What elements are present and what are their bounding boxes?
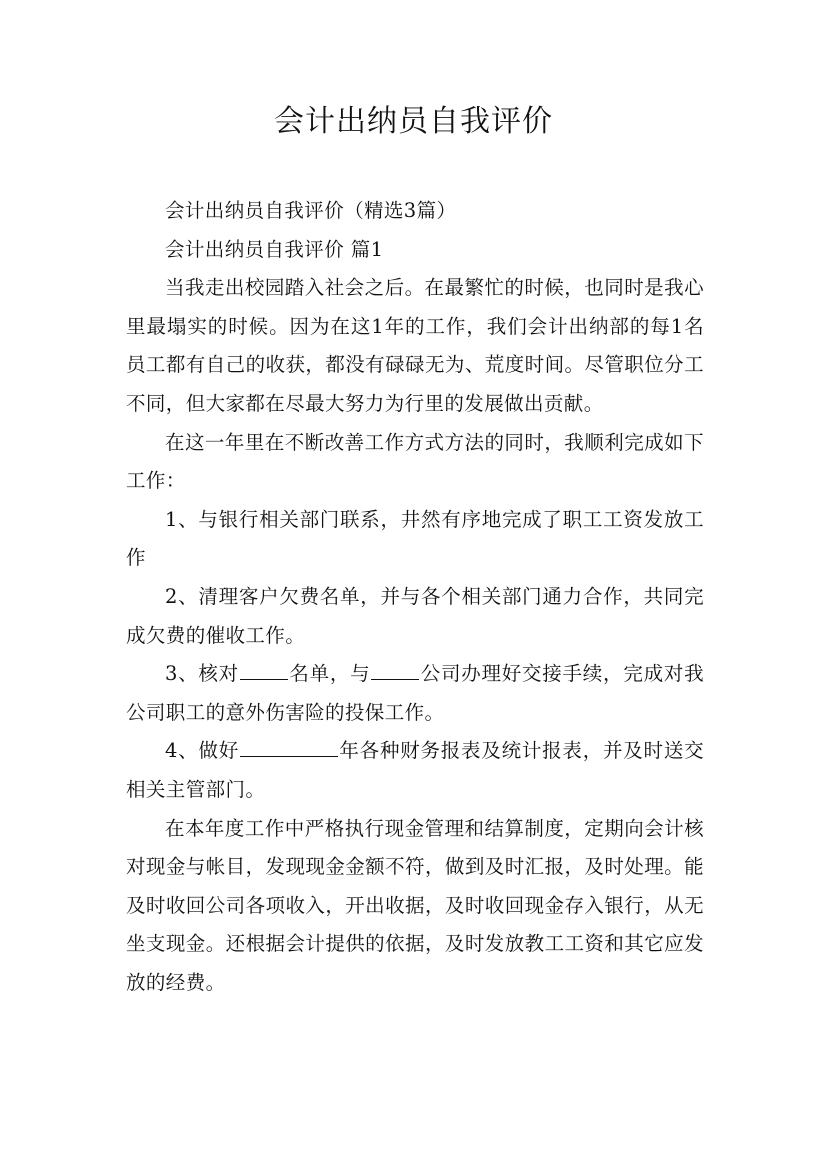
fill-blank-line: [371, 659, 419, 680]
document-title: 会计出纳员自我评价: [274, 104, 553, 139]
paragraph-cash-management: 在本年度工作中严格执行现金管理和结算制度，定期向会计核对现金与帐目，发现现金金额不符，做到及时汇报，及时处理。能及时收回公司各项收入，开出收据，及时收回现金存入银行，从无坐支现金。还根据会计提供的依据，及时发放教工工资和其它应发放的经费。: [126, 816, 704, 994]
list-item-3-part-a: 3、核对: [165, 662, 239, 686]
list-item-1: 1、与银行相关部门联系，井然有序地完成了职工工资发放工作: [126, 507, 704, 570]
list-item-2: 2、清理客户欠费名单，并与各个相关部门通力合作，共同完成欠费的催收工作。: [126, 584, 704, 647]
paragraph-intro: 当我走出校园踏入社会之后。在最繁忙的时候，也同时是我心里最塌实的时候。因为在这1年的工作，我们会计出纳部的每1名员工都有自己的收获，都没有碌碌无为、荒度时间。尽管职位分工不同，但大家都在尽最大努力为行里的发展做出贡献。: [126, 276, 704, 415]
section-heading: 会计出纳员自我评价 篇1: [165, 237, 384, 261]
list-item-3-part-b: 名单，与: [288, 662, 371, 686]
fill-blank-line: [240, 659, 288, 680]
list-item-3: [126, 655, 704, 732]
list-item-4: [126, 732, 704, 809]
paragraph-work-summary: 在这一年里在不断改善工作方式方法的同时，我顺利完成如下工作：: [126, 430, 704, 493]
list-item-4-part-b: 年各种财务报表及统计报表，并及时送交相关主管部门。: [126, 739, 704, 801]
fill-blank-line: [240, 736, 338, 757]
document-body: [126, 192, 704, 1002]
list-item-3-part-c: 公司办理好交接手续，完成对我公司职工的意外伤害险的投保工作。: [126, 662, 704, 724]
document-subtitle: 会计出纳员自我评价（精选3篇）: [165, 199, 457, 222]
list-item-4-part-a: 4、做好: [165, 739, 240, 763]
